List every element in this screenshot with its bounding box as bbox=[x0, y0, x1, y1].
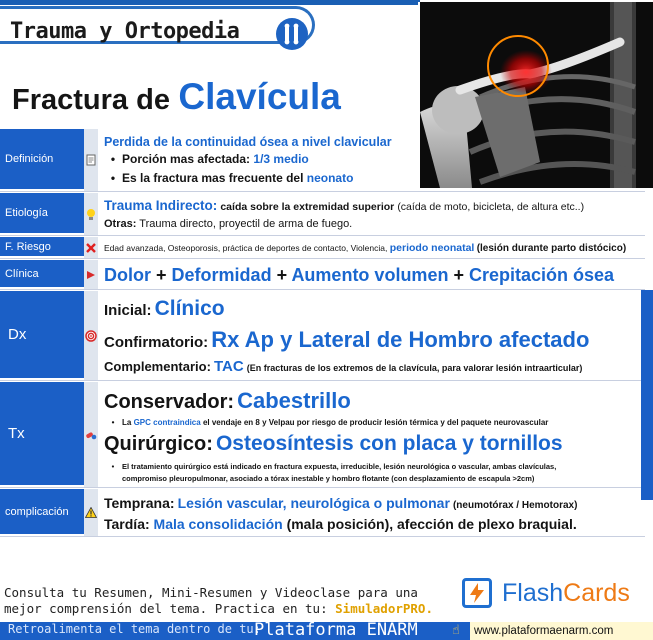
etiology-other bbox=[104, 218, 352, 230]
bullet: • bbox=[110, 152, 116, 166]
plataforma-brand: Plataforma ENARM bbox=[254, 620, 418, 640]
dx-inicial bbox=[104, 297, 225, 321]
bone-icon bbox=[276, 18, 308, 50]
title-subject: Clavícula bbox=[178, 76, 341, 117]
summary-table bbox=[0, 129, 653, 539]
sign-dolor: Dolor bbox=[104, 265, 151, 285]
etiology-fall: caída sobre la extremidad superior bbox=[220, 201, 395, 213]
inicial-value: Clínico bbox=[154, 297, 225, 320]
dx-complementario bbox=[104, 358, 582, 375]
simulador-pro-link[interactable]: SimuladorPRO. bbox=[335, 601, 433, 616]
bullet: • bbox=[110, 171, 116, 185]
compl-value: TAC bbox=[213, 358, 244, 375]
sign-deformidad: Deformidad bbox=[171, 265, 272, 285]
other-text: Trauma directo, proyectil de arma de fuego. bbox=[139, 218, 353, 230]
confirm-label: Confirmatorio: bbox=[104, 334, 209, 351]
quirurgico-value: Osteosíntesis con placa y tornillos bbox=[215, 432, 563, 455]
risk-neonatal: periodo neonatal bbox=[389, 242, 475, 254]
document-icon bbox=[84, 129, 98, 191]
pointer-hand-icon: ☝ bbox=[452, 622, 460, 637]
definition-frequency bbox=[104, 171, 353, 185]
x-icon bbox=[84, 237, 98, 258]
etiology-indirect: Trauma Indirecto: bbox=[104, 198, 218, 213]
temprana-label: Temprana: bbox=[104, 495, 175, 511]
label-complicacion: complicación bbox=[0, 489, 84, 536]
plus: + bbox=[156, 265, 167, 285]
bullet: • bbox=[111, 418, 115, 427]
plus: + bbox=[453, 265, 464, 285]
label-definicion: Definición bbox=[0, 129, 84, 191]
comp-tardia bbox=[104, 516, 577, 532]
flash-word: Flash bbox=[502, 579, 564, 607]
conservador-label: Conservador: bbox=[104, 391, 235, 413]
indication-text-1: El tratamiento quirúrgico está indicado en fractura expuesta, irreducible, lesión neurológica o vascular, ambas clavículas, bbox=[122, 462, 557, 471]
tx-quirurgico-note2: compromiso pleuropulmonar, asociado a tórax inestable y hombro flotante (con desplazamiento de escapula >2cm) bbox=[122, 474, 535, 483]
section-title: Trauma y Ortopedia bbox=[10, 19, 240, 44]
tardia-label: Tardía: bbox=[104, 516, 150, 532]
bullet: • bbox=[111, 462, 115, 471]
tx-conservador bbox=[104, 388, 351, 414]
sign-aumento: Aumento volumen bbox=[291, 265, 449, 285]
plus: + bbox=[276, 265, 288, 285]
tardia-value: Mala consolidación bbox=[153, 516, 283, 532]
label-clinica: Clínica bbox=[0, 260, 84, 289]
frequency-value: neonato bbox=[306, 171, 354, 185]
flashcards-icon bbox=[462, 578, 492, 608]
retro-text: Retroalimenta el tema dentro de tu: bbox=[8, 622, 261, 636]
compl-note: (En fracturas de los extremos de la clavícula, para valorar lesión intraarticular) bbox=[246, 363, 583, 373]
cards-word: Cards bbox=[563, 579, 630, 607]
risk-text bbox=[104, 242, 626, 254]
compl-label: Complementario: bbox=[104, 359, 211, 374]
top-rule bbox=[0, 0, 420, 5]
content-riesgo bbox=[104, 237, 645, 258]
comp-temprana bbox=[104, 495, 577, 511]
risk-note: (lesión durante parto distócico) bbox=[476, 243, 627, 254]
note-pre: La bbox=[122, 418, 132, 427]
right-edge-tab bbox=[641, 290, 653, 500]
row-dx bbox=[0, 291, 645, 381]
sign-crepitacion: Crepitación ósea bbox=[469, 265, 615, 285]
footer-line-2 bbox=[4, 601, 433, 616]
temprana-note: (neumotórax / Hemotorax) bbox=[452, 500, 578, 511]
label-etiologia: Etiología bbox=[0, 193, 84, 235]
label-dx: Dx bbox=[0, 291, 84, 380]
pills-icon bbox=[84, 382, 98, 487]
content-definicion bbox=[104, 129, 645, 191]
quirurgico-label: Quirúrgico: bbox=[104, 433, 213, 455]
flashcards-text bbox=[502, 579, 630, 608]
etiology-examples: (caída de moto, bicicleta, de altura etc..) bbox=[397, 201, 585, 213]
label-tx: Tx bbox=[0, 382, 84, 487]
label-riesgo: F. Riesgo bbox=[0, 237, 84, 258]
page-title bbox=[12, 76, 341, 118]
lightbulb-icon bbox=[84, 193, 98, 235]
row-clinica bbox=[0, 260, 645, 290]
content-dx bbox=[104, 291, 645, 380]
note-rest: el vendaje en 8 y Velpau por riesgo de producir lesión térmica y del paquete neurovascular bbox=[202, 418, 549, 427]
portion-value: 1/3 medio bbox=[253, 152, 309, 166]
temprana-value: Lesión vascular, neurológica o pulmonar bbox=[177, 495, 450, 511]
tx-conservador-note bbox=[104, 418, 548, 427]
flashcards-logo[interactable] bbox=[462, 576, 648, 612]
dx-confirmatorio bbox=[104, 327, 589, 353]
row-riesgo bbox=[0, 237, 645, 259]
footer-line-1: Consulta tu Resumen, Mini-Resumen y Videoclase para una bbox=[4, 585, 418, 600]
row-complicacion bbox=[0, 489, 645, 537]
risk-factors: Edad avanzada, Osteoporosis, práctica de deportes de contacto, Violencia, bbox=[104, 243, 388, 253]
other-label: Otras: bbox=[104, 218, 137, 230]
inicial-label: Inicial: bbox=[104, 302, 152, 319]
clinical-signs bbox=[104, 265, 614, 286]
row-tx bbox=[0, 382, 645, 488]
definition-portion bbox=[104, 152, 309, 166]
title-prefix: Fractura de bbox=[12, 84, 170, 116]
conservador-value: Cabestrillo bbox=[237, 388, 351, 413]
tardia-rest: (mala posición), afección de plexo braquial. bbox=[286, 516, 577, 532]
content-tx bbox=[104, 382, 645, 487]
note-gpc: GPC contraindica bbox=[133, 418, 201, 427]
tx-quirurgico-note1 bbox=[104, 462, 556, 471]
row-etiologia bbox=[0, 193, 645, 236]
header-pill bbox=[0, 6, 315, 44]
confirm-value: Rx Ap y Lateral de Hombro afectado bbox=[211, 327, 590, 352]
row-definicion bbox=[0, 129, 645, 192]
footer-line-2-text: mejor comprensión del tema. Practica en tu: bbox=[4, 601, 328, 616]
arrow-icon bbox=[84, 260, 98, 289]
tx-quirurgico bbox=[104, 432, 563, 456]
warning-icon bbox=[84, 489, 98, 536]
portion-label: Porción mas afectada: bbox=[122, 152, 251, 166]
website-link[interactable]: www.plataformaenarm.com bbox=[470, 622, 653, 640]
frequency-label: Es la fractura mas frecuente del bbox=[122, 171, 304, 185]
content-complicacion bbox=[104, 489, 645, 536]
content-clinica bbox=[104, 260, 645, 289]
content-etiologia bbox=[104, 193, 645, 235]
etiology-main bbox=[104, 198, 584, 213]
definition-text: Perdida de la continuidad ósea a nivel clavicular bbox=[104, 135, 392, 149]
target-icon bbox=[84, 291, 98, 380]
bottom-bar bbox=[0, 622, 653, 640]
